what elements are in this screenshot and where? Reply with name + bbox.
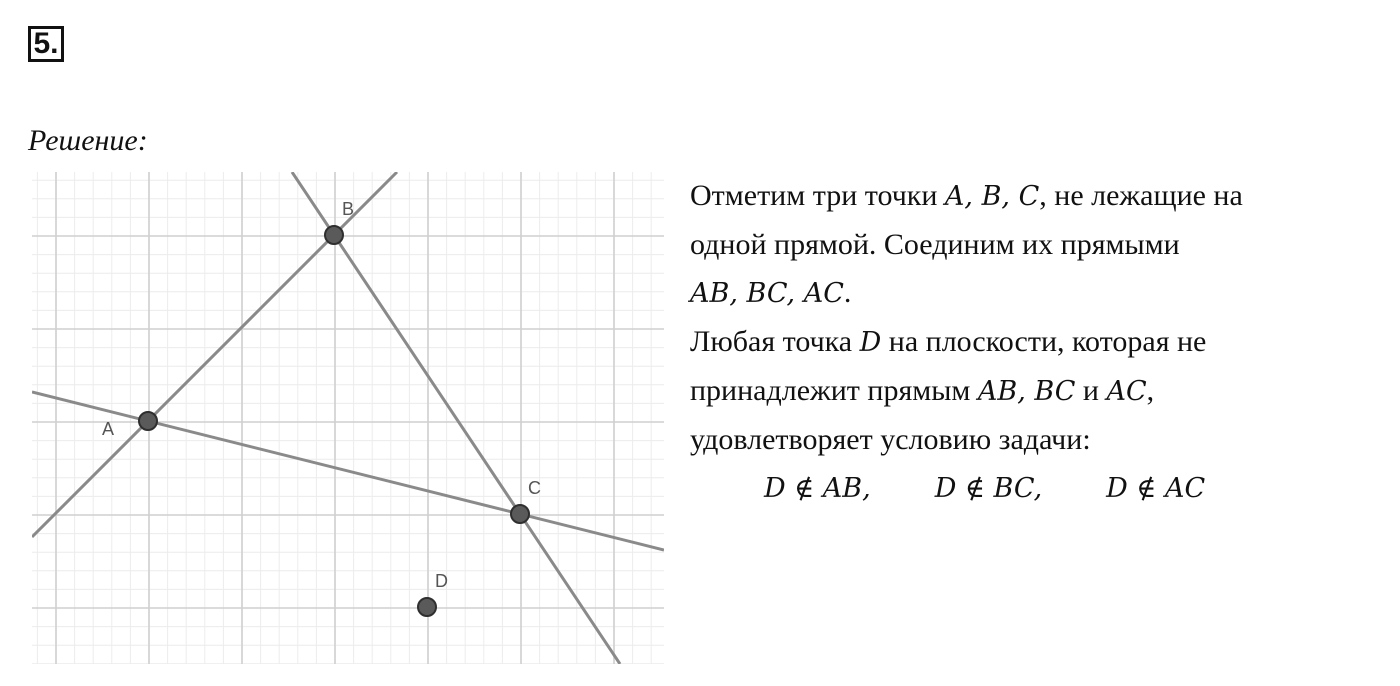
text-segment: Отметим три точки bbox=[690, 179, 945, 212]
line-bc bbox=[292, 172, 620, 664]
line-ab bbox=[32, 172, 397, 537]
math-lines-ab-bc: AB, BC bbox=[977, 376, 1076, 407]
math-lines: AB, BC, AC bbox=[690, 278, 844, 309]
text-segment: Любая точка bbox=[690, 325, 860, 358]
text-line-3 bbox=[690, 269, 1380, 318]
point-c bbox=[511, 505, 529, 523]
point-d bbox=[418, 598, 436, 616]
text-segment: . bbox=[843, 276, 852, 309]
figure-canvas bbox=[32, 172, 664, 664]
formula-row bbox=[764, 464, 1380, 513]
math-line-ac: AC bbox=[1106, 376, 1147, 407]
math-points-abc: A, B, C bbox=[944, 181, 1040, 212]
text-segment: на плоскости, которая не bbox=[881, 325, 1207, 358]
text-segment: одной прямой. Соединим их прямыми bbox=[690, 228, 1180, 261]
formula-not-in-ac: D ∉ AC bbox=[1106, 473, 1206, 504]
text-line-2 bbox=[690, 221, 1380, 269]
text-line-1 bbox=[690, 172, 1380, 221]
text-line-5 bbox=[690, 367, 1380, 416]
text-segment: , bbox=[1146, 374, 1155, 407]
point-a bbox=[139, 412, 157, 430]
formula-not-in-ab: D ∉ AB, bbox=[764, 473, 871, 504]
text-segment: принадлежит прямым bbox=[690, 374, 978, 407]
task-number: 5. bbox=[28, 26, 64, 62]
geometry-figure bbox=[32, 172, 664, 664]
math-point-d: D bbox=[859, 327, 882, 358]
formula-not-in-bc: D ∉ BC, bbox=[934, 473, 1043, 504]
text-segment: и bbox=[1075, 374, 1107, 407]
point-label-a: A bbox=[102, 419, 115, 439]
text-segment: удовлетворяет условию задачи: bbox=[690, 423, 1091, 456]
solution-text bbox=[690, 172, 1380, 513]
text-line-4 bbox=[690, 318, 1380, 367]
line-ac bbox=[32, 392, 664, 550]
point-label-c: C bbox=[528, 478, 541, 498]
text-line-6 bbox=[690, 416, 1380, 464]
point-label-b: B bbox=[342, 199, 355, 219]
text-segment: , не лежащие на bbox=[1039, 179, 1243, 212]
point-b bbox=[325, 226, 343, 244]
solution-label: Решение: bbox=[28, 124, 148, 157]
lines-group bbox=[32, 172, 664, 664]
point-label-d: D bbox=[435, 571, 448, 591]
